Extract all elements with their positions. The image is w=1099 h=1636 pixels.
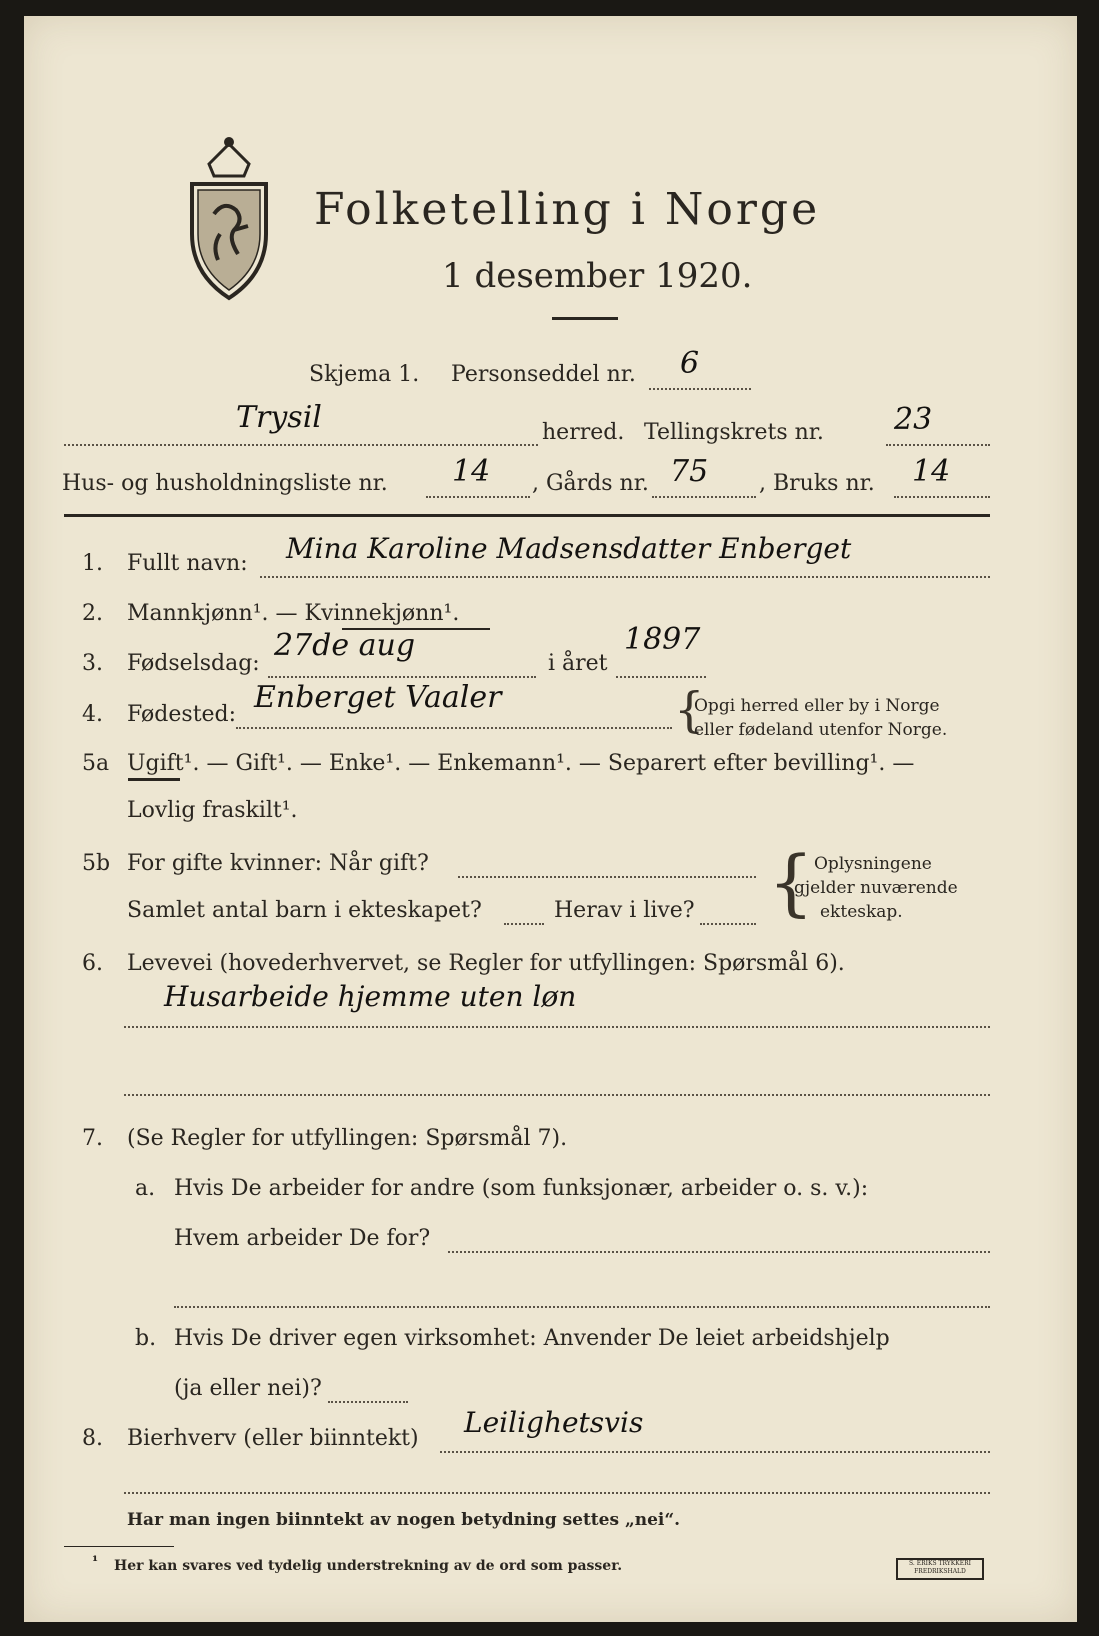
coat-of-arms-icon — [184, 134, 274, 302]
q6-field-line-2 — [124, 1094, 990, 1096]
q1-full-name-value[interactable]: Mina Karoline Madsensdatter Enberget — [286, 532, 852, 565]
q2-gender-options: Mannkjønn¹. — Kvinnekjønn¹. — [127, 601, 460, 626]
q5b-alive-label: Herav i live? — [554, 898, 695, 923]
q5b-note-line-3: ekteskap. — [820, 902, 903, 922]
q7b-yes-no-label: (ja eller nei)? — [174, 1376, 322, 1401]
title-divider — [552, 317, 618, 320]
q7b-label: Hvis De driver egen virksomhet: Anvender De leiet arbeidshjelp — [174, 1326, 890, 1351]
q7a-employer-label: Hvem arbeider De for? — [174, 1226, 431, 1251]
q3-label: Fødselsdag: — [127, 651, 260, 676]
q7a-field-line-2 — [174, 1306, 990, 1308]
q7b-field-line — [328, 1401, 408, 1403]
q2-number: 2. — [82, 601, 103, 626]
header-divider — [64, 514, 990, 517]
q4-label: Fødested: — [127, 702, 237, 727]
q3-year-label: i året — [548, 651, 608, 676]
q7-number: 7. — [82, 1126, 103, 1151]
q5a-marital-options: Ugift¹. — Gift¹. — Enke¹. — Enkemann¹. — Separert efter bevilling¹. — — [127, 751, 915, 776]
q4-note-line-1: Opgi herred eller by i Norge — [694, 696, 940, 716]
q5a-ugift-underline — [128, 778, 180, 781]
q4-field-line — [236, 727, 672, 729]
q6-field-line-1 — [124, 1026, 990, 1028]
tellingskrets-value[interactable]: 23 — [894, 402, 933, 437]
footnote-divider — [64, 1546, 174, 1547]
q5b-note-line-2: gjelder nuværende — [794, 878, 958, 898]
q5b-when-married-field-line — [458, 876, 756, 878]
bruks-label: , Bruks nr. — [759, 471, 875, 496]
hus-value[interactable]: 14 — [452, 454, 491, 489]
hus-label: Hus- og husholdningsliste nr. — [62, 471, 388, 496]
q3-field-line — [268, 676, 536, 678]
q3-birthday-value[interactable]: 27de aug — [274, 628, 416, 663]
footnote-marker: ¹ — [92, 1554, 99, 1570]
q7a-employer-field-line — [448, 1251, 990, 1253]
tellingskrets-field-line — [886, 444, 990, 446]
bruks-value[interactable]: 14 — [912, 454, 951, 489]
tellingskrets-label: Tellingskrets nr. — [644, 420, 824, 445]
q7a-label: Hvis De arbeider for andre (som funksjonær, arbeider o. s. v.): — [174, 1176, 869, 1201]
q7a-letter: a. — [135, 1176, 156, 1201]
q5b-children-field-line — [504, 923, 544, 925]
q4-number: 4. — [82, 702, 103, 727]
q5b-note-line-1: Oplysningene — [814, 854, 932, 874]
q4-birthplace-value[interactable]: Enberget Vaaler — [254, 680, 502, 715]
q8-note: Har man ingen biinntekt av nogen betydning settes „nei“. — [127, 1510, 681, 1530]
q5b-when-married-label: For gifte kvinner: Når gift? — [127, 851, 429, 876]
hus-field-line — [426, 496, 530, 498]
q5a-number: 5a — [82, 751, 110, 776]
gards-label: , Gårds nr. — [532, 471, 649, 496]
q1-field-line — [260, 576, 990, 578]
printer-stamp: S. ERIKS TRYKKERI FREDRIKSHALD — [896, 1558, 984, 1580]
q3-year-field-line — [616, 676, 706, 678]
herred-label: herred. — [542, 420, 625, 445]
q8-field-line-2 — [124, 1492, 990, 1494]
q1-number: 1. — [82, 551, 103, 576]
gards-field-line — [652, 496, 756, 498]
personseddel-label: Personseddel nr. — [451, 362, 636, 387]
q5a-options-line-2: Lovlig fraskilt¹. — [127, 798, 298, 823]
q6-occupation-label: Levevei (hovederhvervet, se Regler for utfyllingen: Spørsmål 6). — [127, 951, 845, 976]
q8-field-line — [440, 1451, 990, 1453]
footnote-text: Her kan svares ved tydelig understrekning av de ord som passer. — [114, 1558, 623, 1574]
personseddel-field-line — [649, 388, 751, 390]
q8-side-income-value[interactable]: Leilighetsvis — [464, 1406, 644, 1439]
q1-label: Fullt navn: — [127, 551, 248, 576]
form-date: 1 desember 1920. — [442, 256, 753, 296]
q4-brace: { — [674, 682, 705, 738]
herred-field-line — [64, 444, 538, 446]
q8-label: Bierhverv (eller biinntekt) — [127, 1426, 419, 1451]
q6-occupation-value[interactable]: Husarbeide hjemme uten løn — [164, 980, 577, 1013]
q5b-alive-field-line — [700, 923, 756, 925]
census-form — [24, 16, 1077, 1622]
q3-year-value[interactable]: 1897 — [624, 622, 701, 657]
q4-note-line-2: eller fødeland utenfor Norge. — [694, 720, 948, 740]
personseddel-value[interactable]: 6 — [680, 346, 700, 381]
q6-number: 6. — [82, 951, 103, 976]
q8-number: 8. — [82, 1426, 103, 1451]
q7b-letter: b. — [135, 1326, 157, 1351]
herred-value[interactable]: Trysil — [236, 400, 322, 435]
q5b-children-label: Samlet antal barn i ekteskapet? — [127, 898, 482, 923]
q3-number: 3. — [82, 651, 103, 676]
form-title: Folketelling i Norge — [314, 184, 821, 235]
bruks-field-line — [894, 496, 990, 498]
skjema-label: Skjema 1. — [309, 362, 420, 387]
q5b-brace: { — [768, 840, 814, 924]
gards-value[interactable]: 75 — [670, 454, 709, 489]
q7-label: (Se Regler for utfyllingen: Spørsmål 7). — [127, 1126, 568, 1151]
q5b-number: 5b — [82, 851, 111, 876]
